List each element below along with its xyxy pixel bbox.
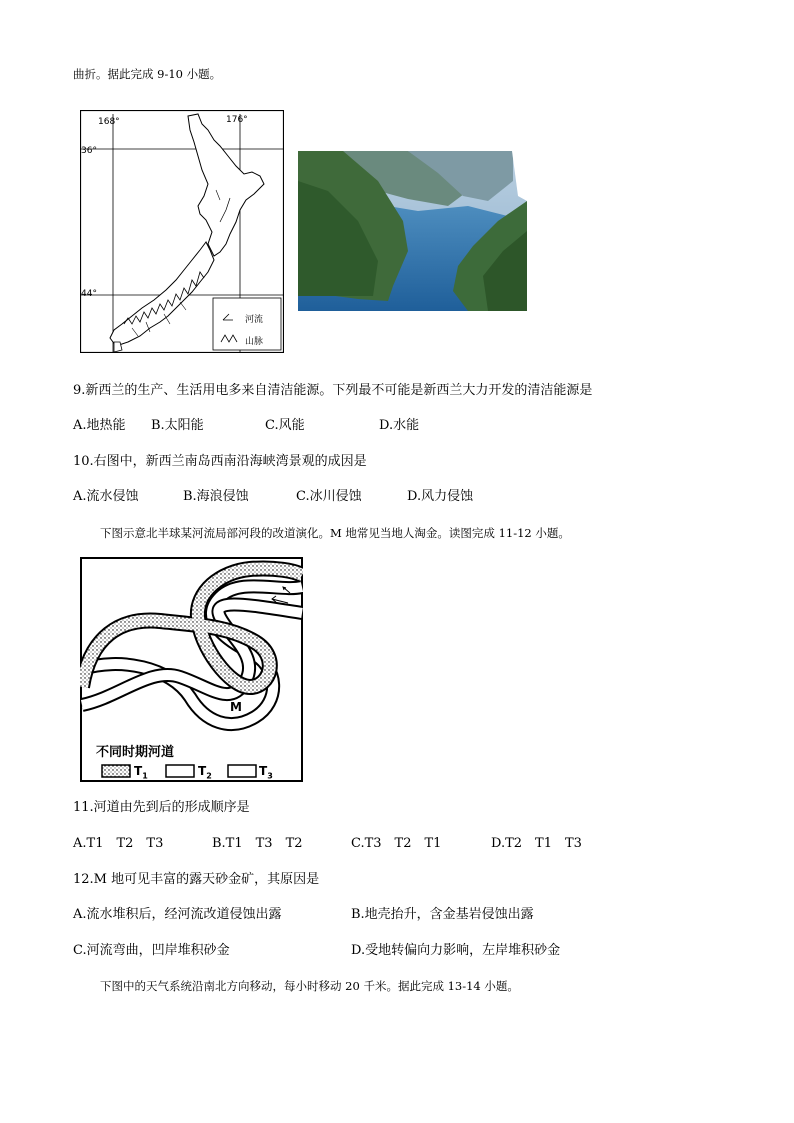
question-9-option-d: D.水能	[379, 418, 420, 433]
river-channel-figure	[80, 557, 303, 782]
question-9-option-b: B.太阳能	[151, 418, 204, 433]
legend-mountain-label: 山脉	[245, 337, 264, 347]
intro-text: 曲折。据此完成 9-10 小题。	[73, 67, 222, 81]
question-11-option-b: B.T1 T3 T2	[212, 836, 303, 851]
question-12-option-b: B.地壳抬升，含金基岩侵蚀出露	[351, 907, 534, 922]
legend-t2-label: $T_2$	[198, 764, 212, 781]
question-10-option-c: C.冰川侵蚀	[296, 489, 362, 504]
question-9-option-a: A.地热能	[73, 418, 126, 433]
question-10-option-d: D.风力侵蚀	[407, 489, 474, 504]
location-m-label: M	[230, 700, 242, 714]
legend-t1-label: $T_1$	[134, 764, 148, 781]
longitude-168-label: 168°	[98, 117, 120, 127]
question-12-option-c: C.河流弯曲，凹岸堆积砂金	[73, 943, 230, 958]
legend-t3-label: $T_3$	[259, 764, 273, 781]
question-12-stem: 12.M 地可见丰富的露天砂金矿，其原因是	[73, 872, 320, 887]
new-zealand-map	[80, 110, 284, 353]
legend-title: 不同时期河道	[96, 745, 175, 760]
latitude-36-label: 36°	[81, 146, 97, 156]
question-12-option-a: A.流水堆积后，经河流改道侵蚀出露	[73, 907, 282, 922]
legend-river-label: 河流	[245, 315, 264, 325]
question-11-option-d: D.T2 T1 T3	[491, 836, 582, 851]
question-9-option-c: C.风能	[265, 418, 305, 433]
question-11-option-c: C.T3 T2 T1	[351, 836, 442, 851]
question-11-option-a: A.T1 T2 T3	[73, 836, 164, 851]
question-11-stem: 11.河道由先到后的形成顺序是	[73, 800, 250, 815]
longitude-176-label: 176°	[226, 115, 248, 125]
latitude-44-label: 44°	[81, 289, 97, 299]
fjord-photo	[298, 151, 527, 311]
intro-text-3: 下图中的天气系统沿南北方向移动，每小时移动 20 千米。据此完成 13-14 小题。	[100, 979, 519, 993]
question-10-stem: 10.右图中，新西兰南岛西南沿海峡湾景观的成因是	[73, 454, 367, 469]
intro-text-2: 下图示意北半球某河流局部河段的改道演化。M 地常见当地人淘金。读图完成 11-12 小题。	[100, 526, 570, 540]
question-12-option-d: D.受地转偏向力影响，左岸堆积砂金	[351, 943, 561, 958]
question-9-stem: 9.新西兰的生产、生活用电多来自清洁能源。下列最不可能是新西兰大力开发的清洁能源是	[73, 383, 593, 398]
question-10-option-a: A.流水侵蚀	[73, 489, 139, 504]
question-10-option-b: B.海浪侵蚀	[183, 489, 249, 504]
